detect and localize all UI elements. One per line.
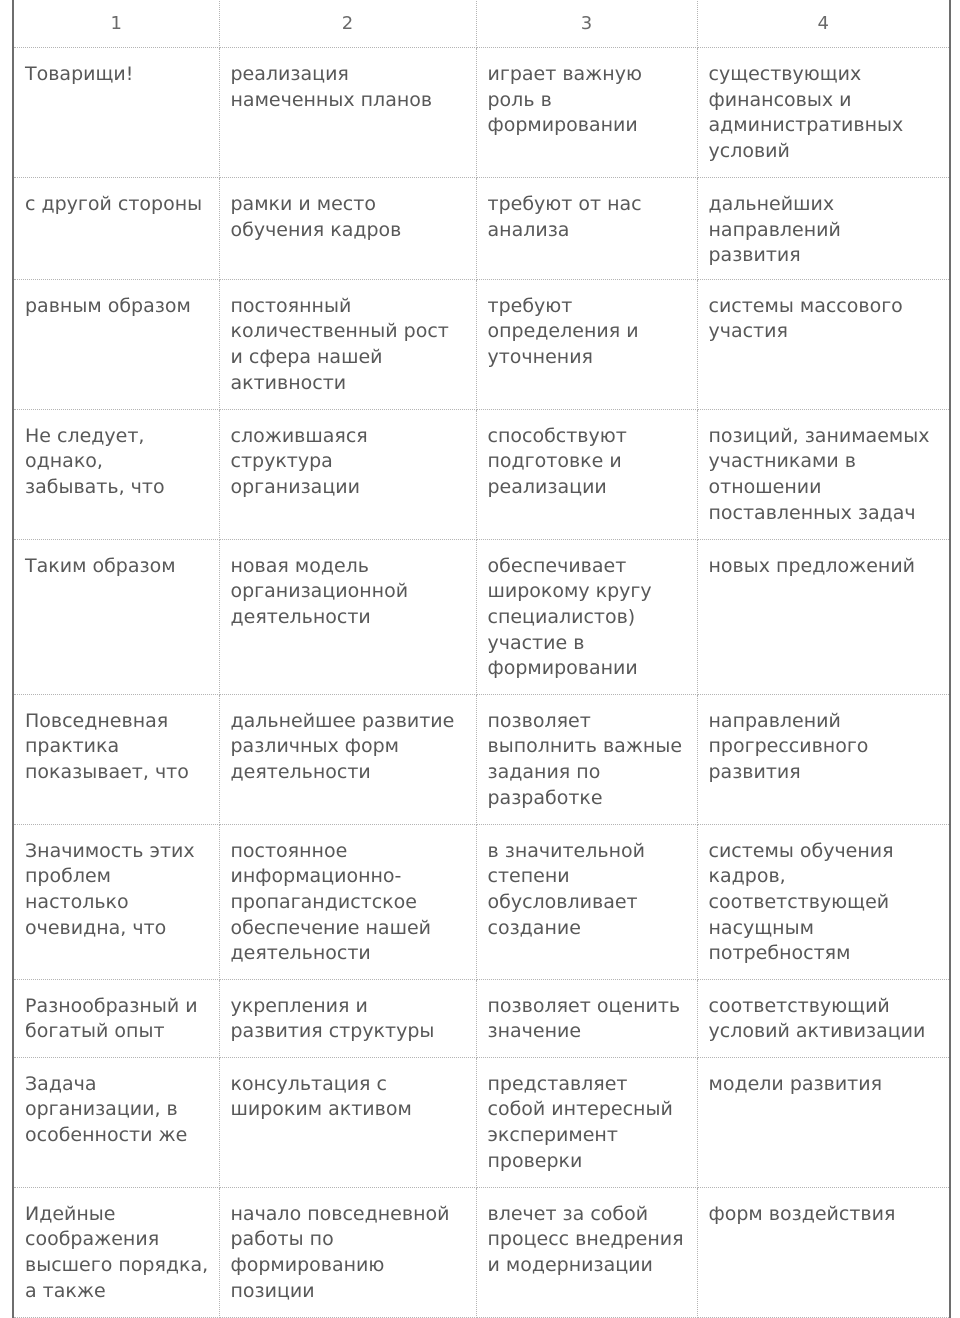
table-cell: играет важную роль в формировании <box>476 48 697 178</box>
table-cell: дальнейших направлений развития <box>697 178 950 280</box>
table-row <box>13 694 950 824</box>
table-cell: консультация с широким активом <box>219 1057 476 1187</box>
table-cell: новая модель организационной деятельности <box>219 539 476 694</box>
table-cell: соответствующий условий активизации <box>697 979 950 1057</box>
table-cell: начало повседневной работы по формированию позиции <box>219 1187 476 1317</box>
table-cell: представляет собой интересный эксперимент проверки <box>476 1057 697 1187</box>
table-cell: постоянный количественный рост и сфера нашей активности <box>219 279 476 409</box>
table-cell: постоянное информационно-пропагандистское обеспечение нашей деятельности <box>219 824 476 979</box>
table-cell: требуют определения и уточнения <box>476 279 697 409</box>
table-cell: новых предложений <box>697 539 950 694</box>
table-row <box>13 1187 950 1317</box>
table-cell: реализация намеченных планов <box>219 48 476 178</box>
table-cell: равным образом <box>13 279 219 409</box>
table-cell: укрепления и развития структуры <box>219 979 476 1057</box>
table-cell: требуют от нас анализа <box>476 178 697 280</box>
table-cell: модели развития <box>697 1057 950 1187</box>
header-row <box>13 0 950 48</box>
table-row <box>13 409 950 539</box>
table-cell: направлений прогрессивного развития <box>697 694 950 824</box>
table-cell: Идейные соображения высшего порядка, а также <box>13 1187 219 1317</box>
table-cell: Не следует, однако, забывать, что <box>13 409 219 539</box>
column-header-4: 4 <box>697 0 950 48</box>
table-cell: влечет за собой процесс внедрения и модернизации <box>476 1187 697 1317</box>
table-row <box>13 48 950 178</box>
table-cell: дальнейшее развитие различных форм деятельности <box>219 694 476 824</box>
table-cell: существующих финансовых и административных условий <box>697 48 950 178</box>
table-cell: обеспечивает широкому кругу специалистов) участие в формировании <box>476 539 697 694</box>
table-cell: позволяет выполнить важные задания по разработке <box>476 694 697 824</box>
table-cell: форм воздействия <box>697 1187 950 1317</box>
table-cell: позволяет оценить значение <box>476 979 697 1057</box>
table-row <box>13 1057 950 1187</box>
column-header-2: 2 <box>219 0 476 48</box>
table-cell: Таким образом <box>13 539 219 694</box>
table-row <box>13 279 950 409</box>
table-cell: с другой стороны <box>13 178 219 280</box>
table-cell: системы массового участия <box>697 279 950 409</box>
table-header <box>13 0 950 48</box>
table-cell: позиций, занимаемых участниками в отношении поставленных задач <box>697 409 950 539</box>
table-row <box>13 824 950 979</box>
table-body <box>13 48 950 1318</box>
table-cell: системы обучения кадров, соответствующей насущным потребностям <box>697 824 950 979</box>
table-cell: Задача организации, в особенности же <box>13 1057 219 1187</box>
table-cell: Значимость этих проблем настолько очевидна, что <box>13 824 219 979</box>
table-cell: Разнообразный и богатый опыт <box>13 979 219 1057</box>
table-cell: Повседневная практика показывает, что <box>13 694 219 824</box>
table-cell: рамки и место обучения кадров <box>219 178 476 280</box>
phrase-table <box>12 0 951 1318</box>
column-header-1: 1 <box>13 0 219 48</box>
table-cell: Товарищи! <box>13 48 219 178</box>
table-cell: в значительной степени обусловливает создание <box>476 824 697 979</box>
table-cell: сложившаяся структура организации <box>219 409 476 539</box>
table-row <box>13 979 950 1057</box>
table-row <box>13 539 950 694</box>
table-cell: способствуют подготовке и реализации <box>476 409 697 539</box>
column-header-3: 3 <box>476 0 697 48</box>
table-row <box>13 178 950 280</box>
